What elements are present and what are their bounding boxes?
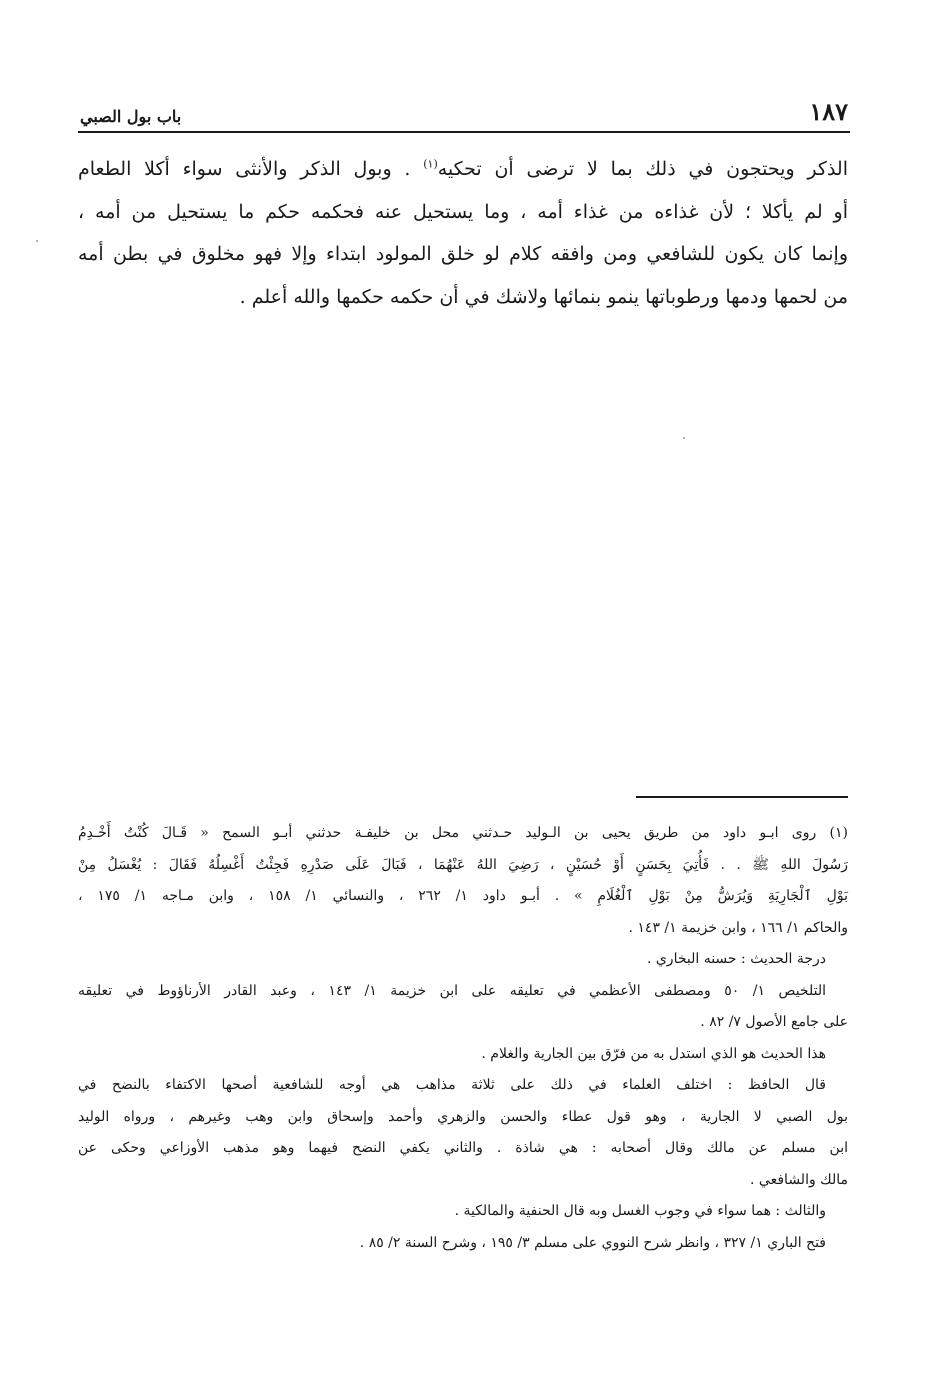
footnote-line: والثالث : هما سواء في وجوب الغسل وبه قال الحنفية والمالكية . <box>454 1203 826 1219</box>
running-title: باب بول الصبي <box>80 107 182 126</box>
footnotes <box>78 818 848 1259</box>
page-header <box>80 96 848 126</box>
footnote-line: (١) روى ابـو داود من طريق يحيى بن الـوليد حـدثني محل بن خليفـة حدثني أبـو السمح « قَـالَ كُنْتُ أَخْـدِمُ <box>78 825 848 841</box>
main-text-line: وإنما كان يكون للشافعي ومن وافقه كلام لو خلق المولود ابتداء وإلا فهو مخلوق في بطن أمه <box>78 243 848 265</box>
main-text-segment: . وبول الذكر والأنثى سواء أكلا الطعام <box>78 158 424 180</box>
main-text-line: أو لم يأكلا ؛ لأن غذاءه من غذاء أمه ، وما يستحيل عنه فحكمه حكم ما يستحيل من أمه ، <box>78 200 848 223</box>
footnote-line: على جامع الأصول ٧/ ٨٢ . <box>700 1014 848 1030</box>
scan-speck <box>683 437 685 439</box>
footnote-line: بَوْلِ ٱلْجَارِيَةِ وَيُرَشُّ مِنْ بَوْلِ ٱلْغُلَامِ » . أبـو داود ١/ ٢٦٢ ، والنسائي ١/ ١٥٨ ، وابن مـاجه ١/ ١٧٥ ، <box>78 888 848 904</box>
main-text-segment: الذكر ويحتجون في ذلك بما لا ترضى أن تحكيه <box>437 158 848 180</box>
footnote-rule <box>636 796 848 798</box>
footnote-marker: (١) <box>423 157 438 171</box>
footnote-line: درجة الحديث : حسنه البخاري . <box>646 951 826 967</box>
scan-speck <box>36 240 38 242</box>
footnote-line: قال الحافظ : اختلف العلماء في ذلك على ثلاثة مذاهب هي أوجه للشافعية أصحها الاكتفاء بالنضح في <box>78 1077 826 1093</box>
footnote-line: التلخيص ١/ ٥٠ ومصطفى الأعظمي في تعليقه على ابن خزيمة ١/ ١٤٣ ، وعبد القادر الأرناؤوط في تعليقه <box>78 982 826 999</box>
main-text-line <box>78 148 848 191</box>
footnote-line: مالك والشافعي . <box>750 1171 848 1188</box>
header-rule <box>78 131 850 133</box>
main-text <box>78 148 848 318</box>
footnote-line: ابن مسلم عن مالك وقال أصحابه : هي شاذة . والثاني يكفي النضح فيهما وهو مذهب الأوزاعي وحكى عن <box>78 1140 849 1156</box>
footnote-line: فتح الباري ١/ ٣٢٧ ، وانظر شرح النووي على مسلم ٣/ ١٩٥ ، وشرح السنة ٢/ ٨٥ . <box>359 1234 826 1251</box>
footnote-line: والحاكم ١/ ١٦٦ ، وابن خزيمة ١/ ١٤٣ . <box>628 919 848 936</box>
footnote-line: هذا الحديث هو الذي استدل به من فرّق بين الجارية والغلام . <box>481 1045 826 1062</box>
main-text-line: من لحمها ودمها ورطوباتها ينمو بنمائها ولاشك في أن حكمه حكمها والله أعلم . <box>239 285 848 308</box>
page-number: ١٨٧ <box>809 97 848 126</box>
footnote-line: رَسُولَ اللهِ ﷺ . . فَأُتِيَ بِحَسَنٍ أَوْ حُسَيْنٍ ، رَضِيَ اللهُ عَنْهُمَا ، فَبَالَ عَلَى صَدْرِهِ فَجِئْتُ أَغْسِلُهُ فَقَالَ : يُغْسَلُ مِنْ <box>78 856 848 873</box>
footnote-line: بول الصبي لا الجارية ، وهو قول عطاء والحسن والزهري وأحمد وإسحاق وابن وهب وغيرهم ، ورواه الوليد <box>78 1108 848 1125</box>
